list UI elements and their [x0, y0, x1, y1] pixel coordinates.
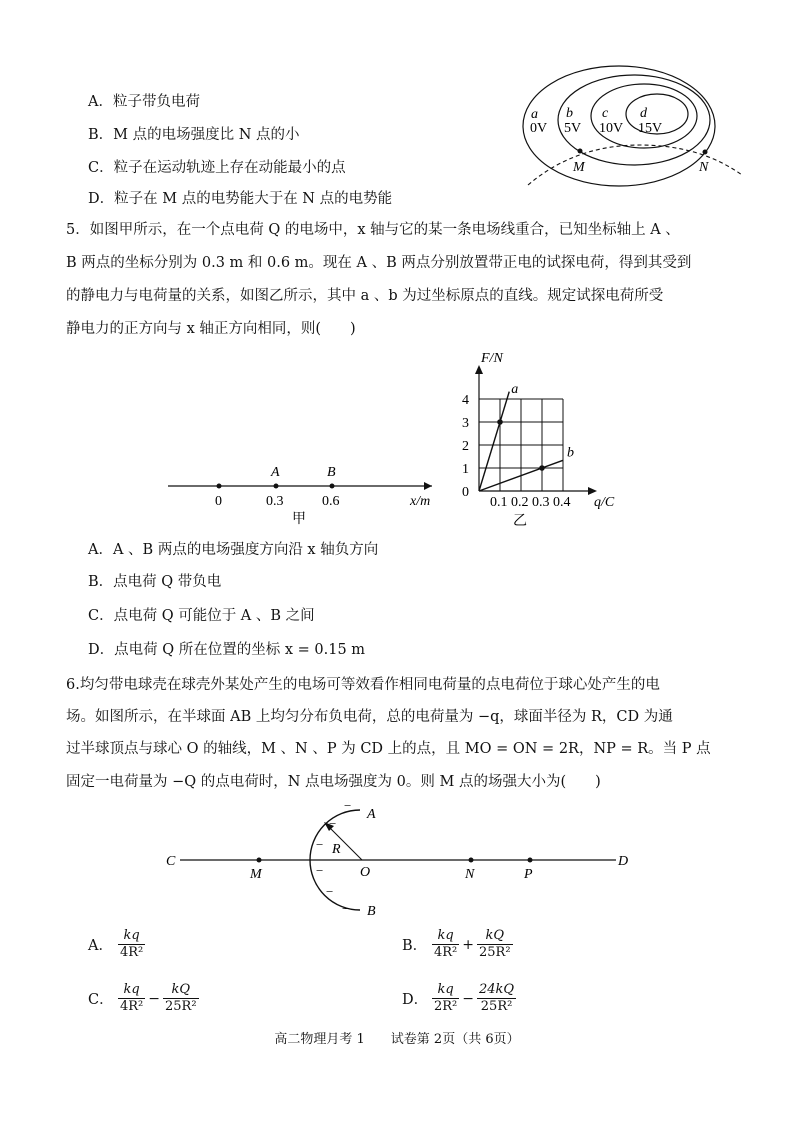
fraction: $\frac{kq}{\text{4R²}}$: [120, 928, 144, 960]
minus-sign: −: [329, 816, 337, 831]
label-m: M: [250, 867, 262, 882]
q6-stem-line3: 过半球顶点与球心 O 的轴线，M 、N 、P 为 CD 上的点，且 MO = ON = 2R，NP = R。当 P 点: [66, 741, 711, 757]
minus-sign: −: [344, 798, 352, 813]
fraction: $\frac{kq}{\text{2R²}}$: [434, 982, 458, 1014]
minus-sign: −: [326, 884, 334, 899]
q6-option-d: [402, 982, 516, 1015]
label-a: A: [367, 807, 376, 822]
potential-5v: 5V: [564, 121, 582, 136]
point-n-dot: [469, 858, 474, 863]
q4-option-c: C．粒子在运动轨迹上存在动能最小的点: [88, 160, 346, 176]
chart-x-tick-label: 0.2: [511, 495, 529, 510]
chart-caption: 乙: [513, 514, 527, 529]
label-d: D: [618, 854, 629, 869]
tick-0.6: 0.6: [322, 494, 340, 509]
point-p-dot: [528, 858, 533, 863]
fraction: $\frac{kQ}{\text{25R²}}$: [165, 982, 197, 1014]
q4-option-a: A．粒子带负电荷: [88, 94, 200, 110]
q5-stem-line3: 的静电力与电荷量的关系，如图乙所示，其中 a 、b 为过坐标原点的直线。规定试探电荷所受: [66, 288, 664, 304]
label-a: a: [531, 107, 538, 122]
potential-15v: 15V: [638, 121, 663, 136]
q6-stem-line1: 6.均匀带电球壳在球壳外某处产生的电场可等效看作相同电荷量的点电荷位于球心处产生的电: [66, 677, 660, 693]
operator: +: [462, 936, 475, 953]
q4-option-b: B．M 点的电场强度比 N 点的小: [88, 127, 300, 143]
chart-y-label: F/N: [481, 351, 503, 366]
fraction: $\frac{kq}{\text{4R²}}$: [120, 982, 144, 1014]
chart-y-tick-label: 2: [462, 439, 469, 454]
tick-0.3: 0.3: [266, 494, 284, 509]
chart-x-label: q/C: [594, 495, 615, 510]
q6-stem-line4: 固定一电荷量为 −Q 的点电荷时，N 点电场强度为 0。则 M 点的场强大小为( ): [66, 774, 601, 790]
q5-option-c: C．点电荷 Q 可能位于 A 、B 之间: [88, 608, 315, 624]
q5-option-d: D．点电荷 Q 所在位置的坐标 x = 0.15 m: [88, 642, 366, 658]
point-a-label: A: [271, 465, 280, 480]
label-b: B: [367, 904, 376, 919]
label-p: P: [524, 867, 533, 882]
operator: −: [462, 990, 475, 1007]
q5-option-a: A．A 、B 两点的电场强度方向沿 x 轴负方向: [88, 542, 379, 558]
label-c: c: [602, 106, 609, 121]
point-n-label: N: [699, 160, 709, 175]
label-c: C: [166, 854, 176, 869]
page-footer: 高二物理月考 1 试卷第 2页（共 6页）: [274, 1032, 520, 1047]
option-label: D．: [402, 992, 429, 1008]
q6-stem-line2: 场。如图所示，在半球面 AB 上均匀分布负电荷，总的电荷量为 −q，球面半径为 R，CD 为通: [66, 709, 673, 725]
label-r: R: [332, 842, 341, 857]
chart-series-label-a: a: [511, 382, 519, 397]
chart-x-tick-label: 0.1: [490, 495, 508, 510]
q5-stem-line2: B 两点的坐标分别为 0.3 m 和 0.6 m。现在 A 、B 两点分别放置带正电的试探电荷，得到其受到: [66, 255, 692, 271]
chart-x-tick-label: 0.4: [553, 495, 571, 510]
minus-sign: −: [316, 863, 324, 878]
chart-origin-label: 0: [462, 485, 469, 500]
q5-stem-line4: 静电力的正方向与 x 轴正方向相同，则( ): [66, 321, 356, 337]
label-d: d: [640, 106, 647, 121]
label-b: b: [566, 106, 573, 121]
point-b-label: B: [327, 465, 336, 480]
option-label: C．: [88, 992, 114, 1008]
axis-label-x: x/m: [410, 494, 431, 509]
q4-option-d: D．粒子在 M 点的电势能大于在 N 点的电势能: [88, 191, 393, 207]
chart-y-tick-label: 4: [462, 393, 469, 408]
label-n: N: [465, 867, 475, 882]
fraction: $\frac{kq}{\text{4R²}}$: [434, 928, 458, 960]
q6-option-c: [88, 982, 199, 1015]
option-label: A．: [88, 938, 113, 954]
point-m-label: M: [573, 160, 585, 175]
operator: −: [148, 990, 161, 1007]
q5-stem-line1: 5．如图甲所示，在一个点电荷 Q 的电场中，x 轴与它的某一条电场线重合，已知坐标轴上 A 、: [66, 222, 680, 238]
chart-y-tick-label: 3: [462, 416, 469, 431]
label-o: O: [360, 865, 371, 880]
q6-option-a: [88, 928, 145, 961]
minus-sign: −: [316, 837, 324, 852]
option-label: B．: [402, 938, 428, 954]
tick-0: 0: [215, 494, 222, 509]
minus-sign: −: [342, 901, 350, 916]
potential-10v: 10V: [599, 121, 624, 136]
chart-y-tick-label: 1: [462, 462, 469, 477]
caption-jia: 甲: [292, 512, 306, 527]
q6-option-b: [402, 928, 513, 961]
fraction: $\frac{kQ}{\text{25R²}}$: [479, 928, 511, 960]
fraction: $\frac{24kQ}{\text{25R²}}$: [479, 982, 515, 1014]
chart-x-tick-label: 0.3: [532, 495, 550, 510]
q5-option-b: B．点电荷 Q 带负电: [88, 574, 222, 590]
potential-0v: 0V: [530, 121, 548, 136]
chart-series-label-b: b: [567, 445, 574, 461]
point-m-dot: [257, 858, 262, 863]
